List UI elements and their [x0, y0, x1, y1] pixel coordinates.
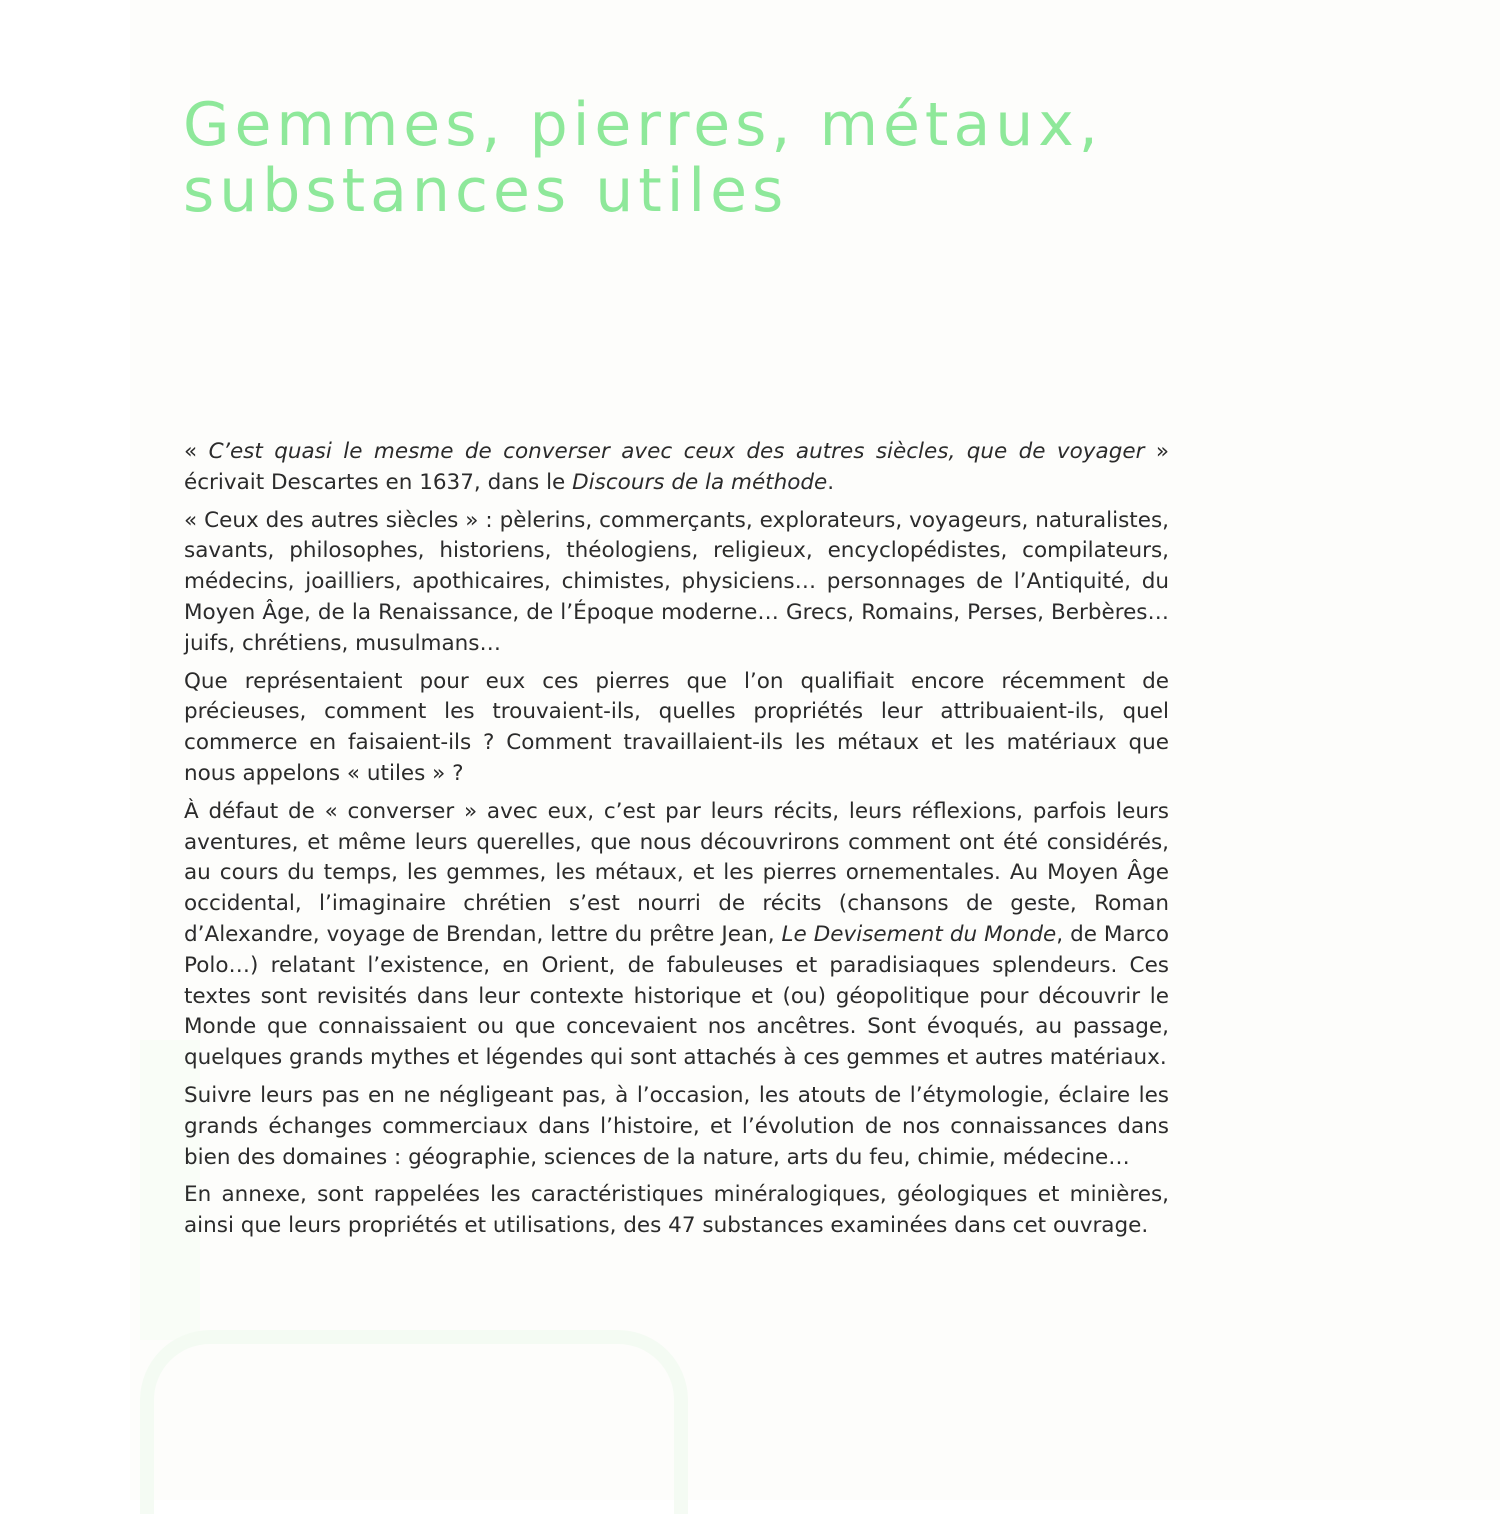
body-text: [184, 437, 1169, 1249]
paragraph-etymologie: Suivre leurs pas en ne négligeant pas, à l’occasion, les atouts de l’étymologie, éclaire les grands échanges commerciaux dans l’histoire, et l’évolution de nos connaissances dans bien des domaines : géographie, sciences de la nature, arts du feu, chimie, médecine…: [184, 1082, 1169, 1170]
title-line-1: Gemmes, pierres, métaux,: [183, 90, 1103, 160]
quote-open: «: [184, 439, 209, 464]
paragraph-autres-siecles: « Ceux des autres siècles » : pèlerins, commerçants, explorateurs, voyageurs, naturalistes, savants, philosophes, historiens, théologiens, religieux, encyclopédistes, compilateurs, médecins, joailliers, apothicaires, chimistes, physiciens… personnages de l’Antiquité, du Moyen Âge, de la Renaissance, de l’Époque moderne… Grecs, Romains, Perses, Berbères… juifs, chrétiens, musulmans…: [184, 507, 1169, 656]
paragraph-questions: Que représentaient pour eux ces pierres que l’on qualifiait encore récemment de précieuses, comment les trouvaient-ils, quelles propriétés leur attribuaient-ils, quel commerce en faisaient-ils ? Comment travaillaient-ils les métaux et les matériaux que nous appelons « utiles » ?: [184, 668, 1169, 786]
paragraph-recits-end: , de Marco Polo…) relatant l’existence, en Orient, de fabuleuses et paradisiaques splendeurs. Ces textes sont revisités dans leur contexte historique et (ou) géopolitique pour découvrir le Monde que connaissaient ou que concevaient nos ancêtres. Sont évoqués, au passage, quelques grands mythes et légendes qui sont attachés à ces gemmes et autres matériaux.: [184, 921, 1169, 1071]
paragraph-recits-start: À défaut de « converser » avec eux, c’est par leurs récits, leurs réflexions, parfois leurs aventures, et même leurs querelles, que nous découvrirons comment ont été considérés, au cours du temps, les gemmes, les métaux, et les pierres ornementales. Au Moyen Âge occidental, l’imaginaire chrétien s’est nourri de récits (chansons de geste, Roman d’Alexandre, voyage de Brendan, lettre du prêtre Jean,: [184, 798, 1169, 947]
paragraph-recits: [184, 797, 1169, 1074]
sentence-end: .: [827, 469, 835, 495]
page-title: [183, 92, 1183, 224]
title-line-2: substances utiles: [183, 156, 789, 226]
book-title-devisement: Le Devisement du Monde: [781, 921, 1057, 947]
descartes-quote: C’est quasi le mesme de converser avec ceux des autres siècles, que de voyager: [208, 439, 1145, 464]
paragraph-annexe: En annexe, sont rappelées les caractéristiques minéralogiques, géologiques et minières, ainsi que leurs propriétés et utilisations, des 47 substances examinées dans cet ouvrage.: [184, 1182, 1169, 1239]
page-margin: [0, 0, 130, 1500]
quote-attribution: » écrivait Descartes en 1637, dans le: [184, 439, 1169, 495]
book-title-discours: Discours de la méthode: [572, 469, 828, 495]
paragraph-descartes-quote: [184, 437, 1169, 499]
faint-background-shape-bottom: [140, 1330, 688, 1514]
